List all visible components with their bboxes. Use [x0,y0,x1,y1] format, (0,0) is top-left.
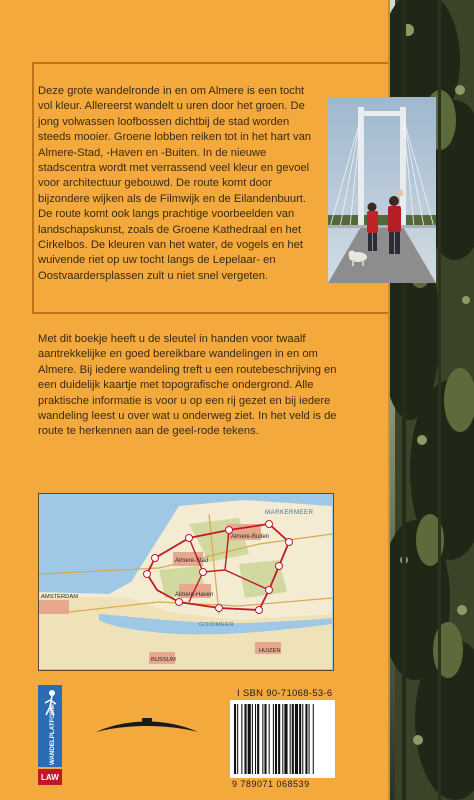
barcode-bar [282,704,283,774]
info-paragraph: Met dit boekje heeft u de sleutel in handen voor twaalf aantrekkelijke en goed bereikbare wandelingen in en om Almere. Bij iedere wandeling treft u een routebeschrijving en een duidelijk kaartje met topografische ondergrond. Alle praktische informatie is voor u op een rij gezet en bij iedere wandeling leest u over wat u onderweg ziet. In het veld is de route te herkennen aan de geel-rode tekens. [38,333,337,438]
logo-law-badge: LAW [41,773,59,782]
barcode-bar [295,704,298,774]
label-almere-haven: Almere-Haven [175,592,214,598]
barcode-bar [269,704,270,774]
barcode-bar [234,704,236,774]
barcode-bar [245,704,247,774]
label-huizen: HUIZEN [259,648,281,654]
barcode-bar [313,704,314,774]
barcode-bar [278,704,280,774]
barcode-bar [248,704,251,774]
barcode-bar [305,704,307,774]
isbn-text: I SBN 90-71068-53-6 [237,688,333,699]
barcode-bar [309,704,310,774]
logo-vertical-text: WANDELPLATFORM [49,704,56,765]
label-gooimeer: GOOIMEER [199,622,235,628]
barcode-bar [275,704,277,774]
barcode-bar [257,704,259,774]
barcode-bar [292,704,294,774]
barcode-bar [241,704,242,774]
label-almere-stad: Almere-Stad [175,558,209,564]
walkers-bridge-photo [328,97,436,283]
label-markermeer: MARKERMEER [265,509,314,516]
barcode-bar [252,704,253,774]
barcode-bar [290,704,291,774]
barcode-bar [262,704,263,774]
label-amsterdam: AMSTERDAM [41,594,79,600]
barcode-number: 9 789071 068539 [232,779,310,789]
barcode-bar [302,704,303,774]
hiker-icon [49,690,55,696]
label-almere-buiten: Almere-Buiten [231,534,270,540]
route-map [38,493,334,671]
barcode-bar [264,704,266,774]
barcode-bar [273,704,274,774]
barcode-bar [284,704,287,774]
intro-paragraph: Deze grote wandelronde in en om Almere is een tocht vol kleur. Allereerst wandelt u uren door het groen. De jong volwassen loofbossen dichtbij de stad worden steeds mooier. Groene lobben reiken tot in het hart van Almere-Stad, -Haven en -Buiten. In de nieuwe stadscentra wordt met verrassend veel kleur en gevoel voor architectuur gebouwd. De route komt door bijzondere wijken als de Filmwijk en de Eilandenbuurt. De route komt ook langs prachtige voorbeelden van landschapskunst, zoals de Groene Kathedraal en het Cirkelbos. De kleuren van het water, de vogels en het wuivende riet op uw tocht langs de Lepelaar- en Oostvaardersplassen zult u niet snel vergeten. [38,85,312,282]
barcode [230,700,335,778]
barcode-bar [237,704,238,774]
wandelplatform-law-logo [38,685,62,785]
label-bussum: BUSSUM [151,657,176,663]
barcode-bar [299,704,301,774]
publisher-swoosh-mark [92,716,202,738]
barcode-bar [255,704,256,774]
